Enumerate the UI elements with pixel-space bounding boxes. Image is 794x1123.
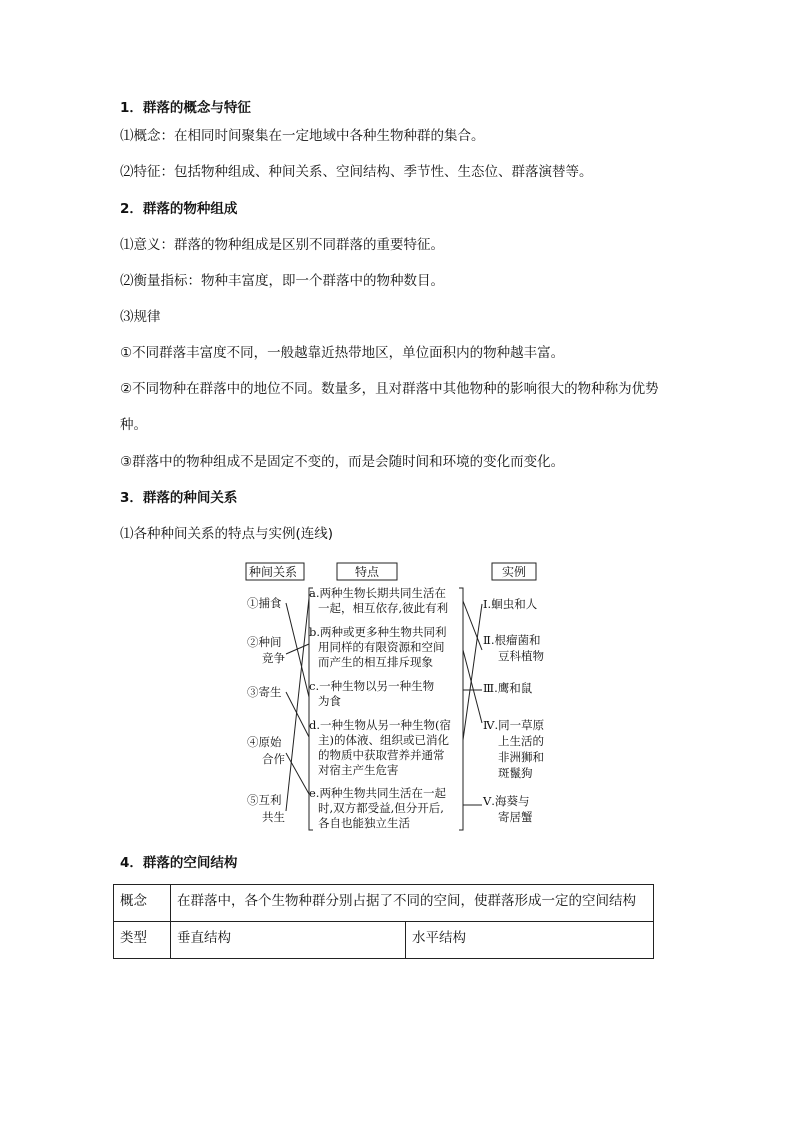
section-1-heading: 1．群落的概念与特征 bbox=[120, 100, 251, 116]
header-example: 实例 bbox=[502, 565, 527, 579]
example-3: Ⅲ.鹰和鼠 bbox=[483, 681, 533, 695]
feature-b-line1: b.两种或更多种生物共同利 bbox=[309, 625, 447, 639]
relation-competition-cont: 竞争 bbox=[262, 651, 285, 665]
example-2: Ⅱ.根瘤菌和 bbox=[483, 633, 541, 647]
relation-parasitism: ③寄生 bbox=[247, 685, 282, 699]
indicator-text: ⑵衡量指标：物种丰富度，即一个群落中的物种数目。 bbox=[120, 273, 444, 289]
relation-competition: ②种间 bbox=[247, 635, 282, 649]
link-competition-b bbox=[286, 644, 309, 654]
example-1: Ⅰ.蛔虫和人 bbox=[483, 597, 538, 611]
rules-title: ⑶规律 bbox=[120, 309, 161, 325]
spatial-structure-table bbox=[113, 884, 654, 959]
example-2-cont: 豆科植物 bbox=[498, 649, 544, 663]
relation-mutualism: ⑤互利 bbox=[247, 793, 282, 807]
example-4-cont2: 非洲狮和 bbox=[498, 750, 544, 764]
feature-a-line1: a.两种生物长期共同生活在 bbox=[309, 586, 447, 600]
concept-text: ⑴概念：在相同时间聚集在一定地域中各种生物种群的集合。 bbox=[120, 128, 485, 144]
meaning-text: ⑴意义：群落的物种组成是区别不同群落的重要特征。 bbox=[120, 237, 444, 253]
section-4-heading: 4．群落的空间结构 bbox=[120, 855, 238, 871]
table-label-concept: 概念 bbox=[114, 885, 171, 922]
table-vertical-structure: 垂直结构 bbox=[171, 922, 406, 959]
feature-b-line3: 而产生的相互排斥现象 bbox=[318, 655, 433, 669]
features-text: ⑵特征：包括物种组成、种间关系、空间结构、季节性、生态位、群落演替等。 bbox=[120, 164, 593, 180]
feature-e-line2: 时,双方都受益,但分开后, bbox=[318, 801, 444, 815]
feature-d-line4: 对宿主产生危害 bbox=[318, 763, 399, 777]
rule-2-cont: 种。 bbox=[120, 417, 147, 433]
table-row bbox=[114, 885, 654, 922]
feature-e-line1: e.两种生物共同生活在一起 bbox=[309, 786, 446, 800]
relation-protocooperation: ④原始 bbox=[247, 735, 282, 749]
example-4: Ⅳ.同一草原 bbox=[483, 718, 545, 732]
header-relation: 种间关系 bbox=[249, 565, 298, 579]
example-5-cont: 寄居蟹 bbox=[498, 810, 533, 824]
relation-mutualism-cont: 共生 bbox=[262, 810, 285, 824]
feature-example-links bbox=[463, 601, 482, 805]
link-predation-c bbox=[286, 603, 309, 697]
rule-1: ①不同群落丰富度不同，一般越靠近热带地区，单位面积内的物种越丰富。 bbox=[120, 345, 565, 361]
feature-c-line2: 为食 bbox=[318, 694, 341, 708]
relation-predation: ①捕食 bbox=[247, 596, 282, 610]
feature-b-line2: 用同样的有限资源和空间 bbox=[318, 640, 445, 654]
features-right-bracket bbox=[459, 588, 463, 830]
relation-feature-links bbox=[286, 598, 309, 811]
rule-2: ②不同物种在群落中的地位不同。数量多，且对群落中其他物种的影响很大的物种称为优势 bbox=[120, 381, 659, 397]
feature-a-line2: 一起，相互依存,彼此有利 bbox=[318, 601, 449, 615]
section-3-heading: 3．群落的种间关系 bbox=[120, 490, 238, 506]
table-label-type: 类型 bbox=[114, 922, 171, 959]
example-4-cont3: 斑鬣狗 bbox=[498, 766, 533, 780]
feature-d-line3: 的物质中获取营养并通常 bbox=[318, 748, 445, 762]
table-concept-text: 在群落中，各个生物种群分别占据了不同的空间，使群落形成一定的空间结构 bbox=[171, 885, 654, 922]
link-mutualism-a bbox=[286, 598, 309, 811]
header-feature: 特点 bbox=[355, 565, 380, 579]
feature-e-line3: 各自也能独立生活 bbox=[318, 816, 410, 830]
example-5: Ⅴ.海葵与 bbox=[483, 794, 530, 808]
table-horizontal-structure: 水平结构 bbox=[406, 922, 654, 959]
relation-protocooperation-cont: 合作 bbox=[262, 752, 285, 766]
feature-c-line1: c.一种生物以另一种生物 bbox=[309, 679, 435, 693]
link-protocooperation-e bbox=[286, 753, 309, 794]
feature-d-line1: d.一种生物从另一种生物(宿 bbox=[309, 718, 452, 732]
link-b-IV bbox=[463, 650, 482, 723]
relations-subtitle: ⑴各种种间关系的特点与实例(连线) bbox=[120, 526, 334, 542]
example-4-cont1: 上生活的 bbox=[498, 734, 544, 748]
link-parasitism-d bbox=[286, 692, 309, 737]
table-row bbox=[114, 922, 654, 959]
feature-d-line2: 主)的体液、组织或已消化 bbox=[318, 733, 449, 747]
section-2-heading: 2．群落的物种组成 bbox=[120, 201, 238, 217]
rule-3: ③群落中的物种组成不是固定不变的，而是会随时间和环境的变化而变化。 bbox=[120, 454, 565, 470]
